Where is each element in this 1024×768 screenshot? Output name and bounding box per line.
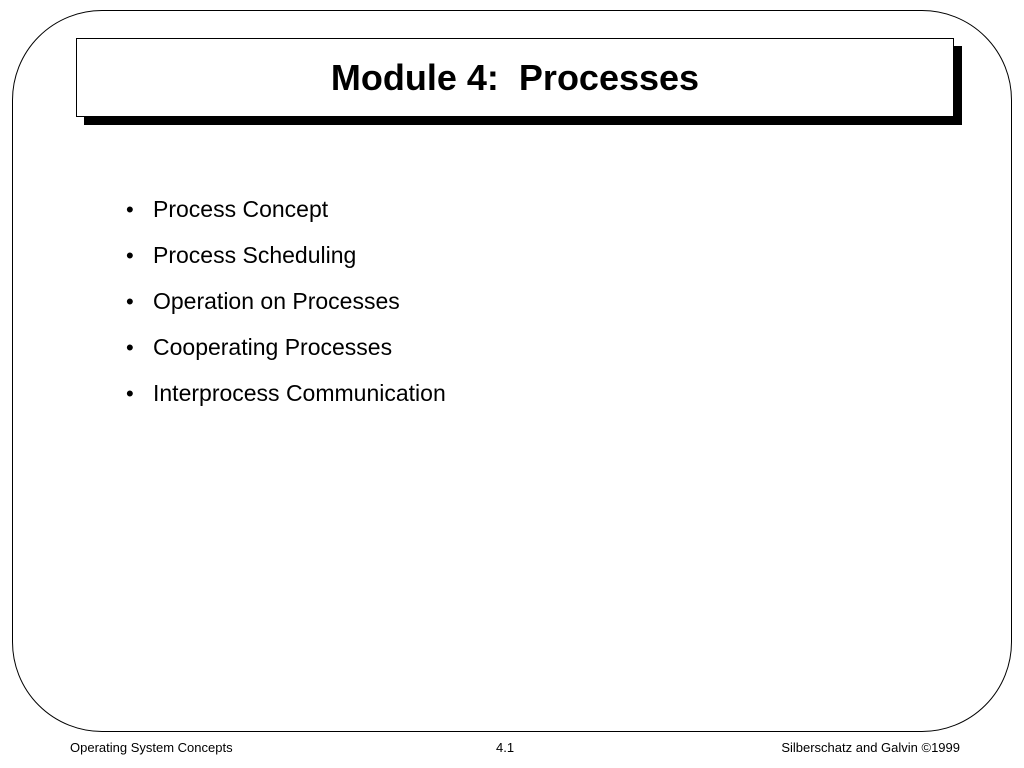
list-item <box>126 380 446 426</box>
list-item <box>126 196 446 242</box>
bullet-icon: • <box>126 197 134 222</box>
bullet-text: Interprocess Communication <box>153 380 446 406</box>
bullet-text: Process Concept <box>153 196 329 222</box>
footer-copyright: Silberschatz and Galvin ©1999 <box>781 740 960 755</box>
bullet-icon: • <box>126 381 134 406</box>
bullet-icon: • <box>126 243 134 268</box>
list-item <box>126 288 446 334</box>
bullet-icon: • <box>126 335 134 360</box>
slide-title: Module 4: Processes <box>330 56 700 98</box>
list-item <box>126 242 446 288</box>
list-item <box>126 334 446 380</box>
footer-page-number: 4.1 <box>496 740 515 755</box>
bullet-icon: • <box>126 289 134 314</box>
title-box <box>76 38 954 117</box>
bullet-text: Operation on Processes <box>153 288 400 314</box>
footer-book-title: Operating System Concepts <box>70 740 233 755</box>
bullet-text: Process Scheduling <box>153 242 357 268</box>
bullet-text: Cooperating Processes <box>153 334 393 360</box>
bullet-list <box>126 196 446 426</box>
